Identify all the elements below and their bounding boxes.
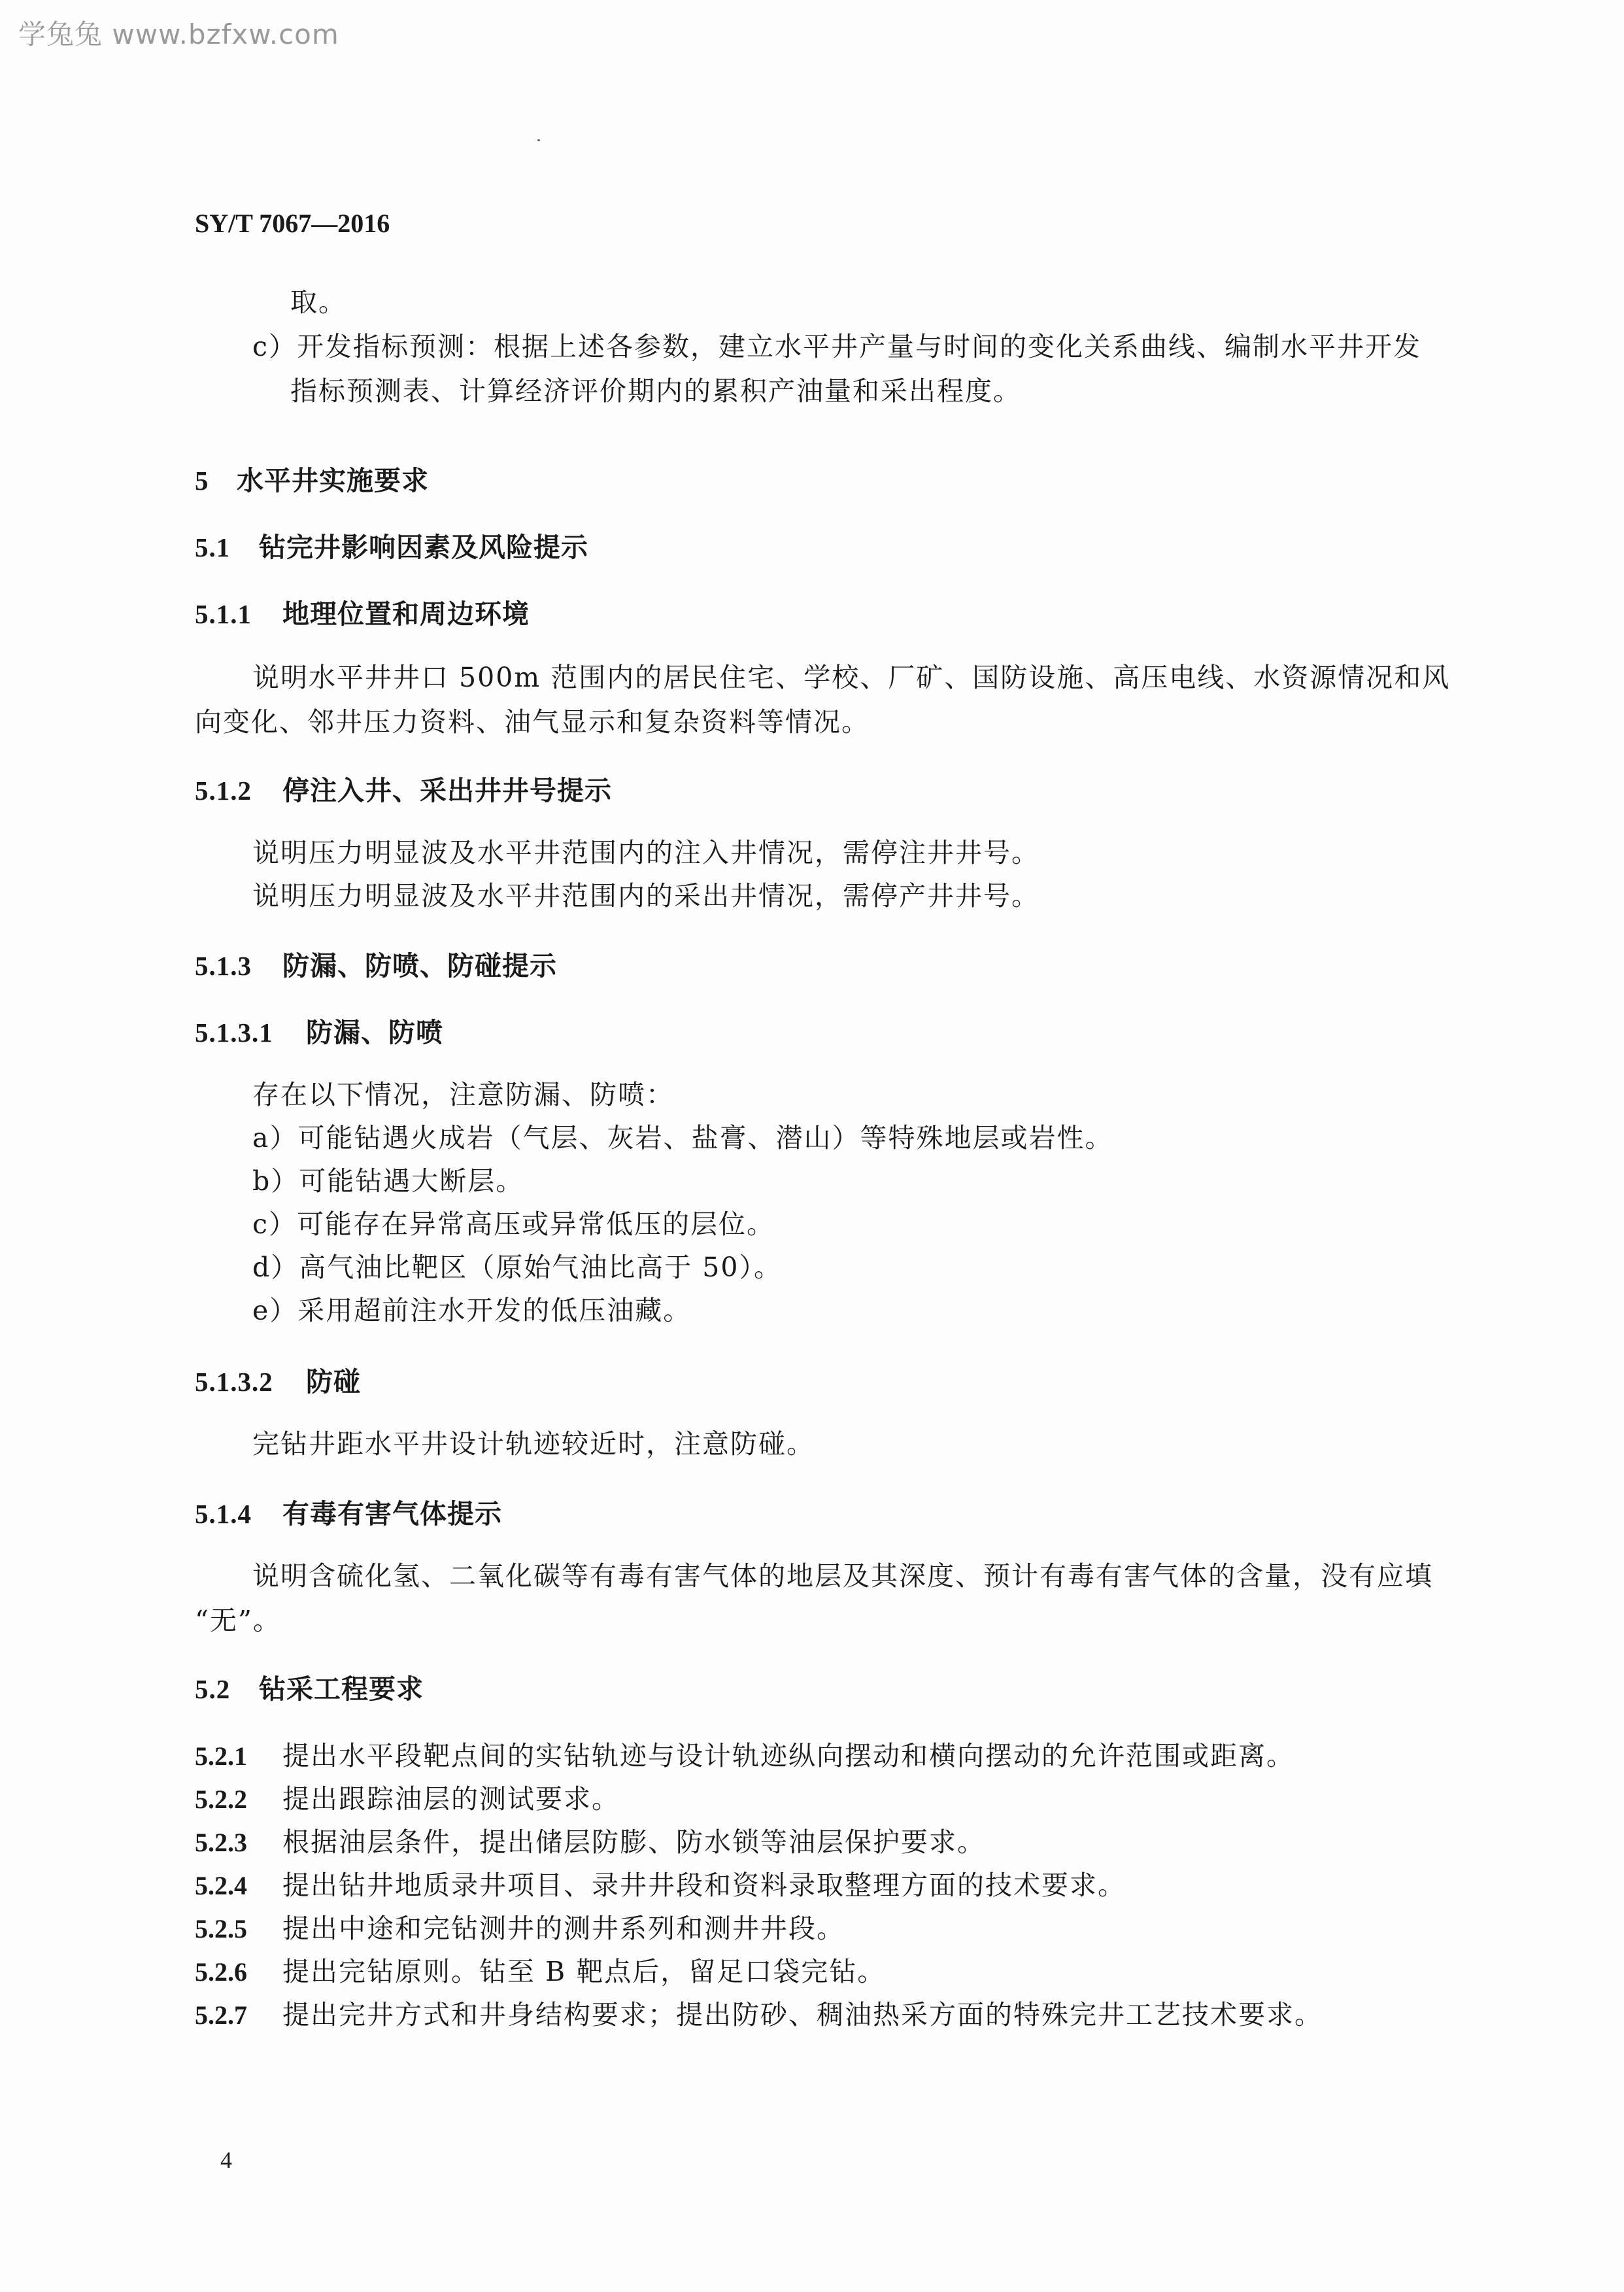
clause-text: 提出完井方式和井身结构要求；提出防砂、稠油热采方面的特殊完井工艺技术要求。 xyxy=(282,1999,1323,2030)
section-title: 有毒有害气体提示 xyxy=(282,1498,502,1530)
clause-number: 5.2.1 xyxy=(195,1741,247,1771)
clause-5-2-5 xyxy=(195,1907,845,1945)
list-item-e: e）采用超前注水开发的低压油藏。 xyxy=(252,1295,692,1326)
clause-5-2-2 xyxy=(195,1777,620,1816)
section-5-1-2-heading xyxy=(195,769,612,808)
paragraph-5-1-1-line1: 说明水平井井口 500m 范围内的居民住宅、学校、厂矿、国防设施、高压电线、水资源情况和风 xyxy=(252,662,1451,693)
clause-text: 提出中途和完钻测井的测井系列和测井井段。 xyxy=(282,1913,845,1944)
clause-5-2-6 xyxy=(195,1950,885,1989)
list-item-d: d）高气油比靶区（原始气油比高于 50）。 xyxy=(252,1252,782,1283)
section-number: 5.1.4 xyxy=(195,1499,252,1529)
watermark: 学兔兔 www.bzfxw.com xyxy=(18,18,339,50)
section-number: 5.1 xyxy=(195,532,231,562)
section-5-1-3-1-heading xyxy=(195,1011,443,1050)
clause-number: 5.2.4 xyxy=(195,1871,247,1900)
clause-text: 提出完钻原则。钻至 B 靶点后，留足口袋完钻。 xyxy=(282,1956,886,1987)
section-title: 停注入井、采出井井号提示 xyxy=(282,775,612,806)
clause-5-2-3 xyxy=(195,1821,985,1859)
section-5-1-3-2-heading xyxy=(195,1360,361,1399)
section-title: 水平井实施要求 xyxy=(237,465,429,496)
page-number: 4 xyxy=(220,2147,232,2173)
clause-number: 5.2.3 xyxy=(195,1828,247,1857)
clause-5-2-4 xyxy=(195,1864,1126,1902)
section-title: 防漏、防喷、防碰提示 xyxy=(282,950,557,982)
section-5-1-heading xyxy=(195,526,588,564)
paragraph-5-1-4-line1: 说明含硫化氢、二氧化碳等有毒有害气体的地层及其深度、预计有毒有害气体的含量，没有应填 xyxy=(252,1560,1433,1592)
section-number: 5.1.3 xyxy=(195,951,252,981)
clause-text: 提出钻井地质录井项目、录井井段和资料录取整理方面的技术要求。 xyxy=(282,1870,1126,1901)
section-title: 钻完井影响因素及风险提示 xyxy=(259,532,588,563)
clause-5-2-7 xyxy=(195,1993,1323,2032)
section-number: 5.1.2 xyxy=(195,776,252,806)
section-number: 5.1.1 xyxy=(195,599,252,629)
section-5-1-4-heading xyxy=(195,1492,502,1531)
clause-text: 根据油层条件，提出储层防膨、防水锁等油层保护要求。 xyxy=(282,1826,985,1858)
section-number: 5.1.3.1 xyxy=(195,1018,273,1048)
clause-number: 5.2.7 xyxy=(195,2000,247,2030)
section-number: 5.1.3.2 xyxy=(195,1367,273,1397)
list-item-c-line1: c）开发指标预测：根据上述各参数，建立水平井产量与时间的变化关系曲线、编制水平井开发 xyxy=(252,331,1421,362)
paragraph-5-1-4-line2: “无”。 xyxy=(195,1605,281,1636)
clause-number: 5.2.6 xyxy=(195,1957,247,1987)
paragraph-5-1-3-1-intro: 存在以下情况，注意防漏、防喷： xyxy=(252,1079,674,1110)
scan-speck xyxy=(537,139,540,141)
section-5-1-3-heading xyxy=(195,944,557,983)
clause-text: 提出跟踪油层的测试要求。 xyxy=(282,1783,620,1815)
c-continuation: 取。 xyxy=(290,286,347,318)
list-item-a: a）可能钻遇火成岩（气层、灰岩、盐膏、潜山）等特殊地层或岩性。 xyxy=(252,1122,1113,1154)
standard-code: SY/T 7067—2016 xyxy=(195,209,390,238)
section-title: 钻采工程要求 xyxy=(259,1673,424,1705)
list-item-b: b）可能钻遇大断层。 xyxy=(252,1165,524,1197)
section-number: 5.2 xyxy=(195,1674,231,1704)
section-title: 地理位置和周边环境 xyxy=(282,598,530,630)
paragraph-5-1-2-line1: 说明压力明显波及水平井范围内的注入井情况，需停注井井号。 xyxy=(252,837,1040,868)
list-item-c: c）可能存在异常高压或异常低压的层位。 xyxy=(252,1208,775,1240)
section-title: 防碰 xyxy=(306,1366,361,1397)
list-item-c-line2: 指标预测表、计算经济评价期内的累积产油量和采出程度。 xyxy=(290,375,1021,407)
paragraph-5-1-2-line2: 说明压力明显波及水平井范围内的采出井情况，需停产井井号。 xyxy=(252,880,1040,912)
clause-number: 5.2.2 xyxy=(195,1785,247,1814)
section-5-2-heading xyxy=(195,1668,424,1706)
section-5-1-1-heading xyxy=(195,592,530,631)
section-title: 防漏、防喷 xyxy=(306,1017,443,1048)
clause-number: 5.2.5 xyxy=(195,1914,247,1943)
clause-text: 提出水平段靶点间的实钻轨迹与设计轨迹纵向摆动和横向摆动的允许范围或距离。 xyxy=(282,1740,1294,1771)
paragraph-5-1-1-line2: 向变化、邻井压力资料、油气显示和复杂资料等情况。 xyxy=(195,706,870,738)
section-number: 5 xyxy=(195,466,209,496)
paragraph-5-1-3-2: 完钻井距水平井设计轨迹较近时，注意防碰。 xyxy=(252,1428,815,1460)
clause-5-2-1 xyxy=(195,1734,1294,1773)
section-5-heading xyxy=(195,459,429,498)
